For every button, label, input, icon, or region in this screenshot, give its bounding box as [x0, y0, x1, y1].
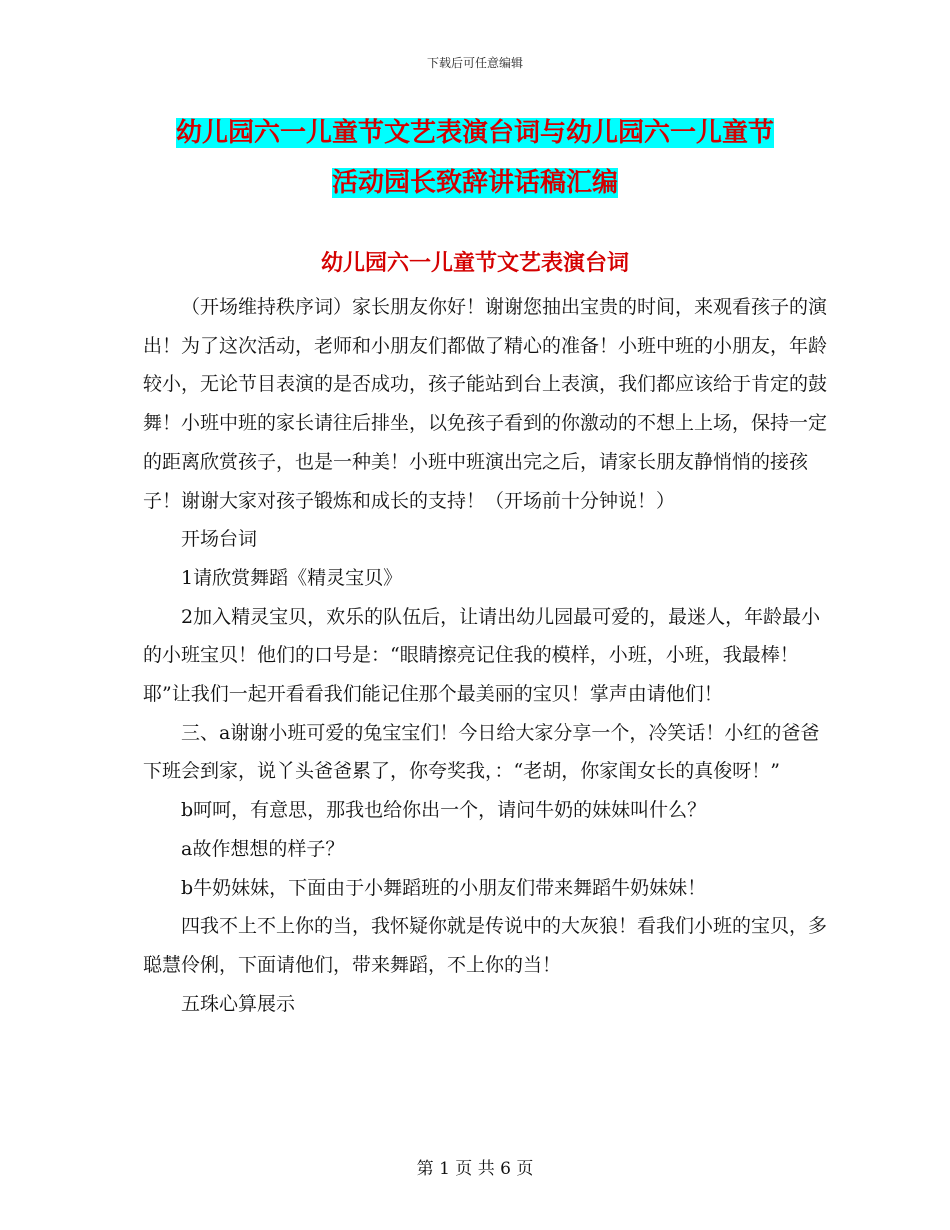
paragraph: b牛奶妹妹，下面由于小舞蹈班的小朋友们带来舞蹈牛奶妹妹！ [181, 876, 707, 899]
paragraph: a故作想想的样子？ [181, 837, 345, 860]
title-line-2: 活动园长致辞讲话稿汇编 [331, 168, 618, 198]
paragraph: 1请欣赏舞蹈《精灵宝贝》 [181, 566, 403, 589]
document-body [143, 288, 833, 1023]
paragraph: （开场维持秩序词）家长朋友你好！谢谢您抽出宝贵的时间，来观看孩子的演出！为了这次活动，老师和小朋友们都做了精心的准备！小班中班的小朋友，年龄较小，无论节目表演的是否成功，孩子能站到台上表演，我们都应该给于肯定的鼓舞！小班中班的家长请往后排坐，以免孩子看到的你激动的不想上上场，保持一定的距离欣赏孩子，也是一种美！小班中班演出完之后，请家长朋友静悄悄的接孩子！谢谢大家对孩子锻炼和成长的支持！（开场前十分钟说！） [143, 296, 828, 512]
title-line-1: 幼儿园六一儿童节文艺表演台词与幼儿园六一儿童节 [175, 118, 774, 148]
paragraph: b呵呵，有意思，那我也给你出一个，请问牛奶的妹妹叫什么？ [181, 799, 707, 822]
paragraph: 四我不上不上你的当，我怀疑你就是传说中的大灰狼！看我们小班的宝贝，多聪慧伶俐，下面请他们，带来舞蹈，不上你的当！ [143, 915, 828, 976]
section-title: 幼儿园六一儿童节文艺表演台词 [320, 250, 629, 276]
paragraph: 开场台词 [181, 528, 258, 551]
header-note: 下载后可任意编辑 [426, 56, 523, 70]
page-footer: 第 1 页 共 6 页 [416, 1159, 534, 1179]
document-title [0, 108, 950, 208]
paragraph: 五珠心算展示 [181, 992, 296, 1015]
paragraph: 2加入精灵宝贝，欢乐的队伍后，让请出幼儿园最可爱的，最迷人，年龄最小的小班宝贝！他们的口号是：“眼睛擦亮记住我的模样，小班，小班，我最棒！耶”让我们一起开看看我们能记住那个最美丽的宝贝！掌声由请他们！ [143, 605, 821, 706]
paragraph: 三、a谢谢小班可爱的兔宝宝们！今日给大家分享一个，冷笑话！小红的爸爸下班会到家，说丫头爸爸累了，你夸奖我，：“老胡，你家闺女长的真俊呀！” [143, 721, 820, 783]
